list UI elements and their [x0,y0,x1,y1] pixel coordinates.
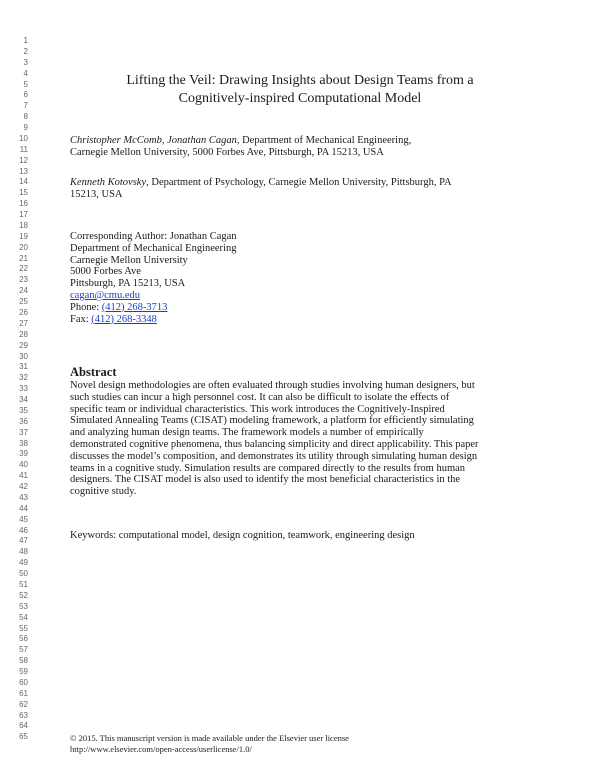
author-affiliation-line-2: Carnegie Mellon University, 5000 Forbes Ave, Pittsburgh, PA 15213, USA [70,147,384,158]
line-number: 8 [23,112,28,122]
line-number: 28 [19,329,28,339]
contact-city: Pittsburgh, PA 15213, USA [70,278,186,290]
line-number: 39 [19,449,28,459]
line-number: 6 [23,90,28,100]
line-number: 64 [19,721,28,731]
line-number: 49 [19,558,28,568]
line-number: 59 [19,667,28,677]
author-line [70,177,540,189]
phone-line [70,302,540,314]
line-number: 4 [23,68,28,78]
line-number: 63 [19,710,28,720]
line-number: 14 [19,177,28,187]
line-number: 61 [19,688,28,698]
line-number: 37 [19,427,28,437]
author-block-1 [70,135,540,159]
contact-university: Carnegie Mellon University [70,254,188,266]
phone-label: Phone: [70,301,102,313]
line-number: 16 [19,199,28,209]
contact-department: Department of Mechanical Engineering [70,242,237,254]
line-number: 1 [23,36,28,45]
line-number: 51 [19,580,28,589]
abstract-line: demonstrated cognitive phenomena, thus balancing simplicity and direct applicability. This paper [70,438,479,450]
line-number: 35 [19,405,28,415]
abstract-line: such studies can incur a high personnel cost. It can also be difficult to isolate the effects of [70,391,450,403]
line-number: 46 [19,525,28,535]
line-number: 36 [19,416,28,426]
line-number: 19 [19,231,28,241]
line-number: 9 [23,123,28,133]
contact-street: 5000 Forbes Ave [70,266,141,278]
abstract-line: and analyzing human design teams. The framework models a number of empirically [70,427,424,439]
line-number: 40 [19,460,28,470]
line-number: 60 [19,677,28,687]
abstract-heading: Abstract [70,365,117,379]
line-number: 3 [23,57,28,67]
fax-line [70,314,540,326]
line-number: 65 [19,732,28,742]
line-number: 26 [19,308,28,317]
line-number: 62 [19,699,28,709]
license-url: http://www.elsevier.com/open-access/userlicense/1.0/ [70,744,252,754]
line-number: 56 [19,634,28,644]
line-number: 11 [19,144,28,154]
abstract-line: designers. The CISAT model is also used to identify the most beneficial characteristics in the [70,474,461,486]
line-number: 20 [19,242,28,252]
author-line [70,135,540,147]
line-number: 18 [19,220,28,230]
line-number: 50 [19,569,28,579]
line-number: 53 [19,601,28,611]
line-number: 29 [19,340,28,350]
keywords: Keywords: computational model, design cognition, teamwork, engineering design [70,530,415,541]
abstract-body [70,380,540,498]
line-number: 43 [19,492,28,502]
line-number: 44 [19,503,28,513]
line-number: 57 [19,645,28,655]
abstract-line: specific team or individual characteristics. This work introduces the Cognitively-Inspired [70,403,445,415]
line-number: 33 [19,384,28,394]
title-line-1: Lifting the Veil: Drawing Insights about Design Teams from a [126,73,474,88]
abstract-line: Novel design methodologies are often evaluated through studies involving human designers, but [70,380,475,391]
title-line-2: Cognitively-inspired Computational Model [178,91,422,106]
license-footer [70,733,540,755]
abstract-line: cognitive study. [70,486,137,498]
line-number: 30 [19,351,28,361]
line-number: 42 [19,482,28,492]
fax-link[interactable]: (412) 268-3348 [91,313,157,325]
line-number: 52 [19,590,28,600]
line-number: 15 [19,188,28,198]
line-number: 27 [19,318,28,328]
line-number: 25 [19,297,28,307]
corresponding-author: Corresponding Author: Jonathan Cagan [70,231,237,242]
line-number: 7 [23,101,28,111]
fax-label: Fax: [70,313,92,325]
paper-title [70,72,530,108]
line-number: 17 [19,210,28,220]
line-number: 58 [19,656,28,666]
line-number: 55 [19,623,28,633]
email-link[interactable]: cagan@cmu.edu [70,289,141,301]
author-names: Kenneth Kotovsky [70,177,147,188]
line-number: 54 [19,612,28,622]
line-number: 31 [19,362,28,372]
license-line: © 2015. This manuscript version is made available under the Elsevier user license [70,733,349,743]
author-names: Christopher McComb, Jonathan Cagan [70,135,237,146]
author-affiliation: , Department of Psychology, Carnegie Mellon University, Pittsburgh, PA [146,177,452,188]
line-number: 47 [19,536,28,546]
abstract-line: teams in a cognitive study. Simulation results are compared directly to the results from human [70,462,466,474]
line-number: 22 [19,264,28,274]
line-number: 34 [19,395,28,405]
line-number: 32 [19,373,28,383]
line-number: 38 [19,438,28,448]
line-number: 2 [23,46,28,56]
abstract-line: Simulated Annealing Teams (CISAT) modeling framework, a platform for efficiently simulating [70,415,474,427]
abstract-line: discusses the model’s composition, and demonstrates its utility through simulating human design [70,450,478,462]
author-affiliation: , Department of Mechanical Engineering, [236,135,412,146]
phone-link[interactable]: (412) 268-3713 [101,301,168,313]
line-number: 45 [19,514,28,524]
line-number: 23 [19,275,28,285]
corresponding-author-block [70,231,540,325]
line-number: 24 [19,286,28,296]
line-number: 5 [23,79,28,89]
line-number: 12 [19,155,28,165]
line-number: 48 [19,547,28,557]
line-number: 13 [19,166,28,176]
author-block-2 [70,177,540,201]
line-number: 21 [19,253,28,263]
line-number: 10 [19,133,28,143]
author-affiliation-line-2: 15213, USA [70,189,123,200]
line-number: 41 [19,471,28,481]
